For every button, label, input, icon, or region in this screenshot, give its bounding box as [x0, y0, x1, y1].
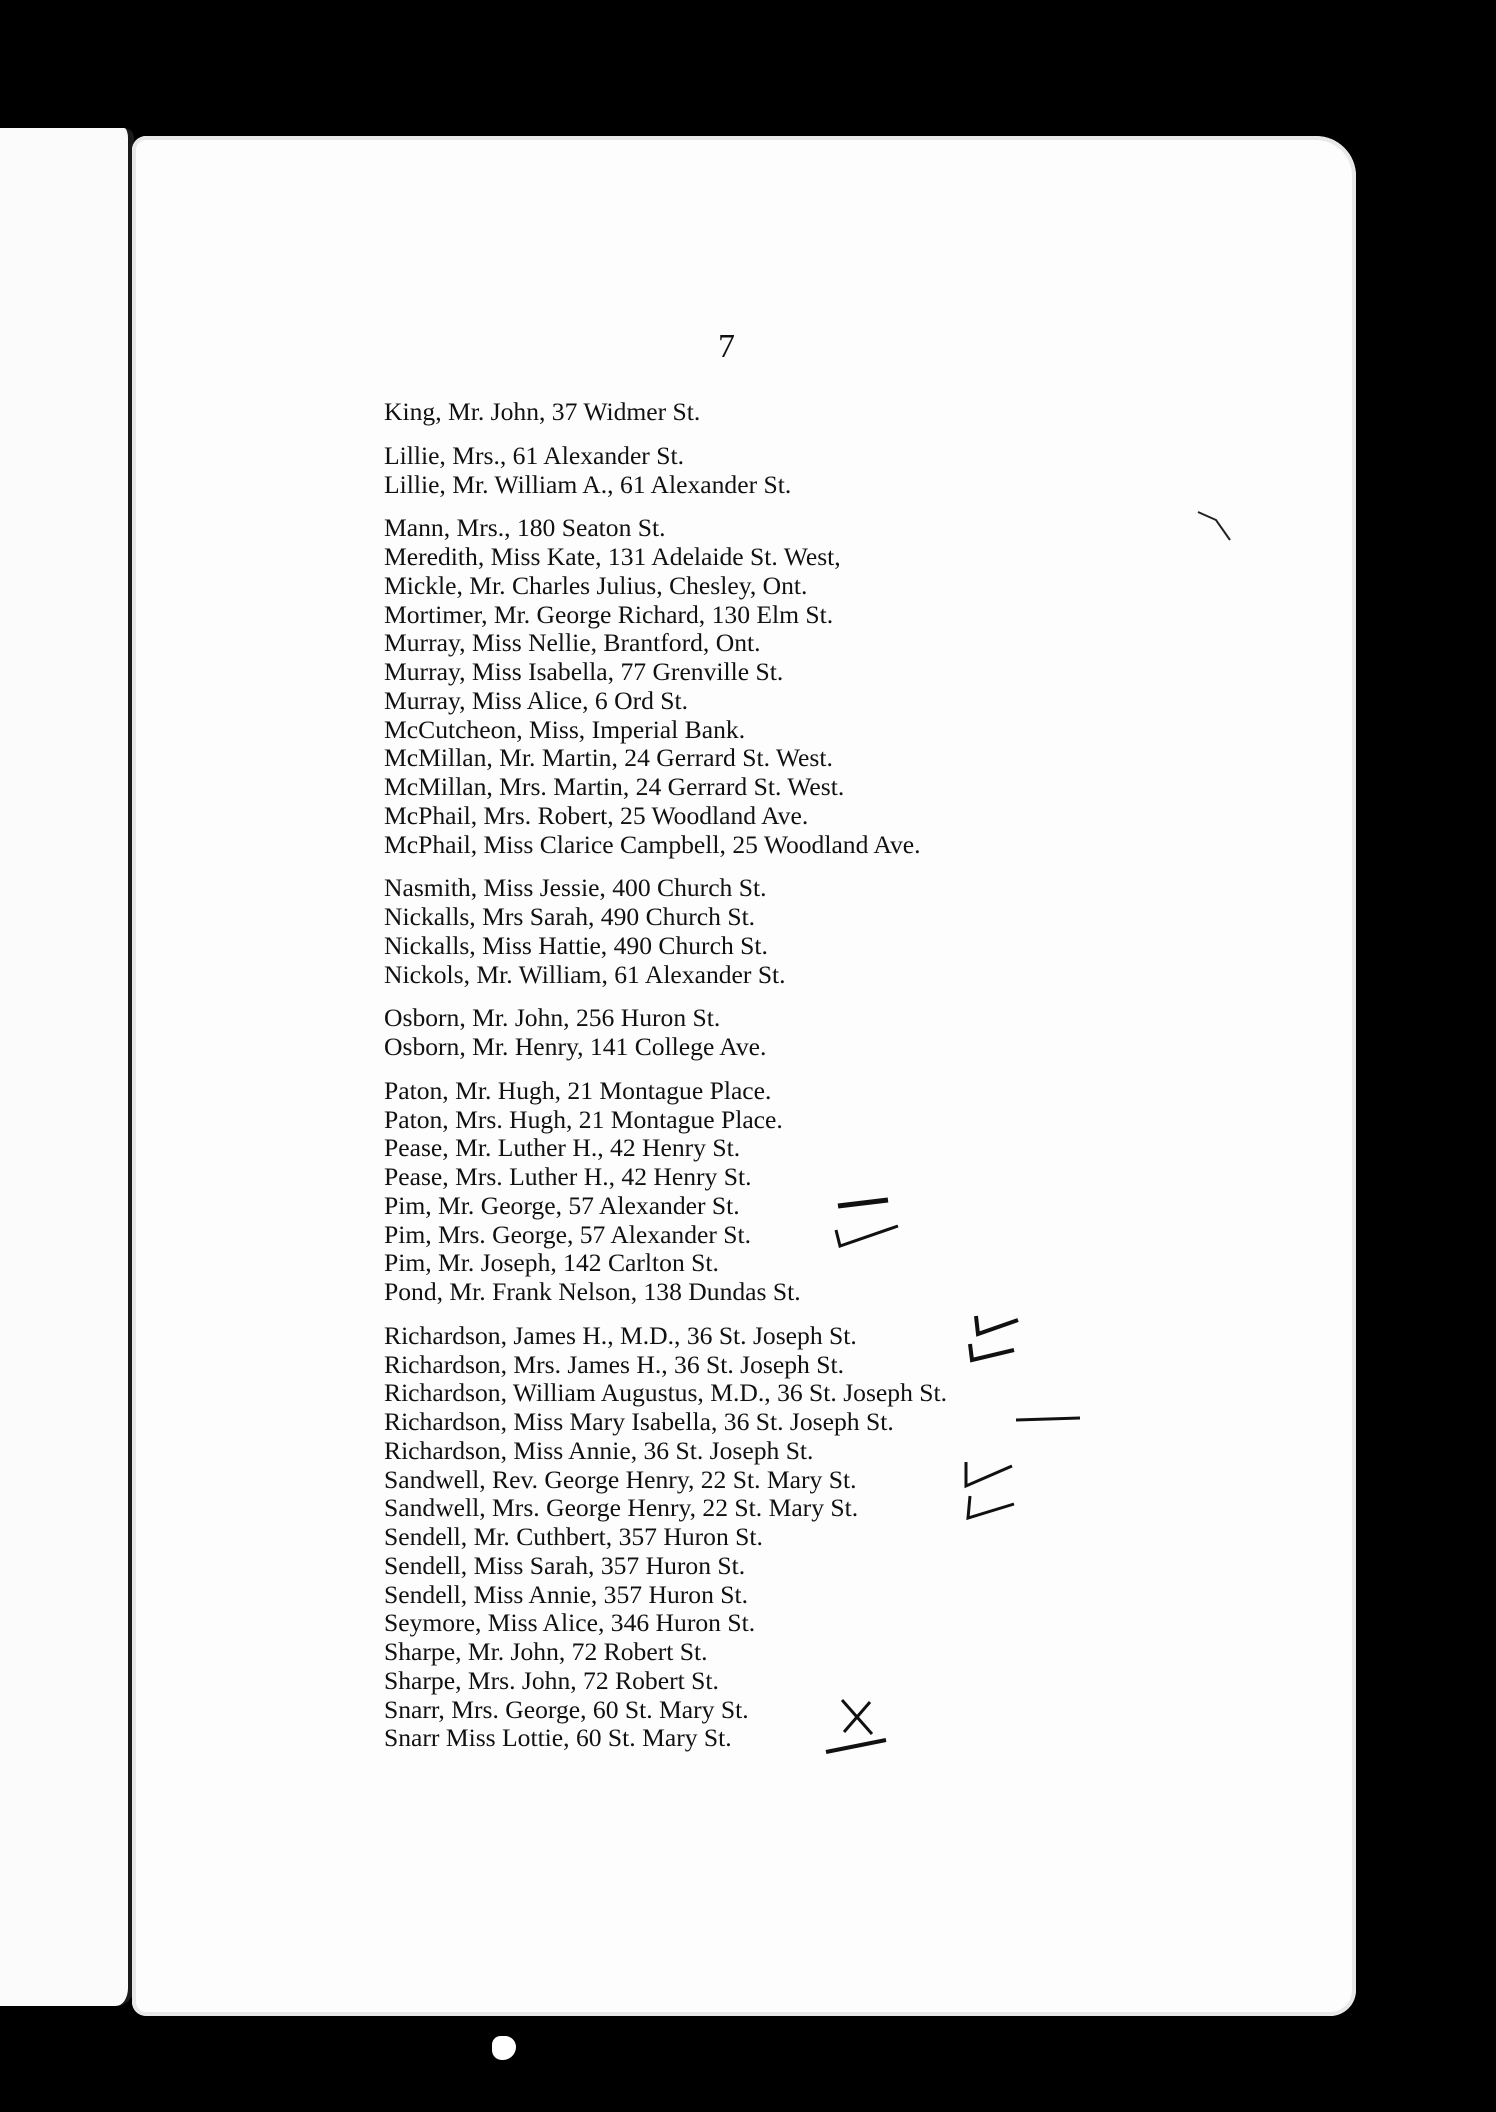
pen-check-mark	[966, 1340, 1018, 1372]
directory-entry: Pim, Mr. George, 57 Alexander St.	[384, 1190, 740, 1220]
directory-entry: Lillie, Mrs., 61 Alexander St.	[384, 440, 684, 470]
directory-entry: Nickalls, Mrs Sarah, 490 Church St.	[384, 902, 756, 931]
entry-group	[384, 398, 1144, 427]
directory-entry: Snarr, Mrs. George, 60 St. Mary St.	[384, 1694, 749, 1724]
margin-tick-mark	[1196, 508, 1236, 544]
directory-entry: Nasmith, Miss Jessie, 400 Church St.	[384, 873, 767, 903]
directory-entry: Sandwell, Rev. George Henry, 22 St. Mary St.	[384, 1464, 857, 1494]
directory-entry: Sandwell, Mrs. George Henry, 22 St. Mary St.	[384, 1493, 859, 1523]
directory-entry: Richardson, James H., M.D., 36 St. Joseph St.	[384, 1320, 857, 1350]
entry-group	[384, 442, 1144, 500]
pen-dash-mark	[822, 1734, 892, 1758]
directory-entry: Meredith, Miss Kate, 131 Adelaide St. West,	[384, 542, 841, 571]
directory-entry: Osborn, Mr. Henry, 141 College Ave.	[384, 1032, 767, 1061]
directory-entry: McPhail, Miss Clarice Campbell, 25 Woodland Ave.	[384, 829, 921, 859]
directory-list	[384, 398, 1144, 1768]
pen-dash-mark	[1014, 1412, 1084, 1426]
directory-entry: McPhail, Mrs. Robert, 25 Woodland Ave.	[384, 800, 809, 830]
pen-check-mark	[960, 1456, 1016, 1492]
directory-entry: Pim, Mr. Joseph, 142 Carlton St.	[384, 1248, 719, 1278]
pen-check-mark	[832, 1218, 902, 1252]
directory-entry: Lillie, Mr. William A., 61 Alexander St.	[384, 469, 792, 499]
directory-entry: Pond, Mr. Frank Nelson, 138 Dundas St.	[384, 1277, 801, 1306]
directory-entry: Pim, Mrs. George, 57 Alexander St.	[384, 1219, 752, 1249]
directory-entry: Mortimer, Mr. George Richard, 130 Elm St.	[384, 599, 834, 629]
directory-entry: Sharpe, Mrs. John, 72 Robert St.	[384, 1665, 719, 1695]
directory-entry: Mann, Mrs., 180 Seaton St.	[384, 513, 666, 543]
entry-group	[384, 1077, 1144, 1307]
directory-entry: Richardson, Mrs. James H., 36 St. Joseph St.	[384, 1349, 844, 1379]
directory-entry: Murray, Miss Nellie, Brantford, Ont.	[384, 628, 761, 658]
entry-group	[384, 874, 1144, 989]
directory-entry: Paton, Mrs. Hugh, 21 Montague Place.	[384, 1104, 783, 1134]
directory-entry: Nickalls, Miss Hattie, 490 Church St.	[384, 930, 768, 960]
directory-entry: King, Mr. John, 37 Widmer St.	[384, 397, 701, 426]
directory-entry: Pease, Mrs. Luther H., 42 Henry St.	[384, 1162, 752, 1191]
pen-check-mark	[964, 1488, 1018, 1522]
entry-group	[384, 514, 1144, 859]
directory-entry: Murray, Miss Isabella, 77 Grenville St.	[384, 657, 784, 686]
facing-page-edge	[0, 128, 134, 2006]
directory-entry: McMillan, Mr. Martin, 24 Gerrard St. West.	[384, 743, 833, 773]
directory-entry: Murray, Miss Alice, 6 Ord St.	[384, 685, 689, 715]
entry-group	[384, 1004, 1144, 1062]
directory-entry: Sharpe, Mr. John, 72 Robert St.	[384, 1637, 708, 1666]
paper-fleck	[492, 2036, 516, 2060]
directory-entry: Osborn, Mr. John, 256 Huron St.	[384, 1003, 721, 1033]
directory-entry: Mickle, Mr. Charles Julius, Chesley, Ont.	[384, 570, 808, 600]
directory-entry: Snarr Miss Lottie, 60 St. Mary St.	[384, 1723, 732, 1753]
directory-entry: Seymore, Miss Alice, 346 Huron St.	[384, 1608, 756, 1638]
directory-entry: Richardson, Miss Mary Isabella, 36 St. Joseph St.	[384, 1407, 894, 1436]
page-number: 7	[718, 328, 735, 365]
directory-entry: Pease, Mr. Luther H., 42 Henry St.	[384, 1133, 741, 1163]
entry-group	[384, 1322, 1144, 1753]
directory-entry: Richardson, William Augustus, M.D., 36 St. Joseph St.	[384, 1378, 948, 1408]
directory-entry: Sendell, Miss Sarah, 357 Huron St.	[384, 1550, 746, 1580]
directory-entry: Paton, Mr. Hugh, 21 Montague Place.	[384, 1075, 772, 1105]
directory-entry: Nickols, Mr. William, 61 Alexander St.	[384, 959, 786, 989]
pen-dash-mark	[836, 1194, 892, 1214]
directory-entry: Richardson, Miss Annie, 36 St. Joseph St.	[384, 1435, 814, 1465]
directory-entry: McCutcheon, Miss, Imperial Bank.	[384, 714, 746, 744]
directory-entry: McMillan, Mrs. Martin, 24 Gerrard St. West.	[384, 772, 845, 801]
directory-entry: Sendell, Mr. Cuthbert, 357 Huron St.	[384, 1522, 763, 1551]
directory-entry: Sendell, Miss Annie, 357 Huron St.	[384, 1579, 749, 1609]
